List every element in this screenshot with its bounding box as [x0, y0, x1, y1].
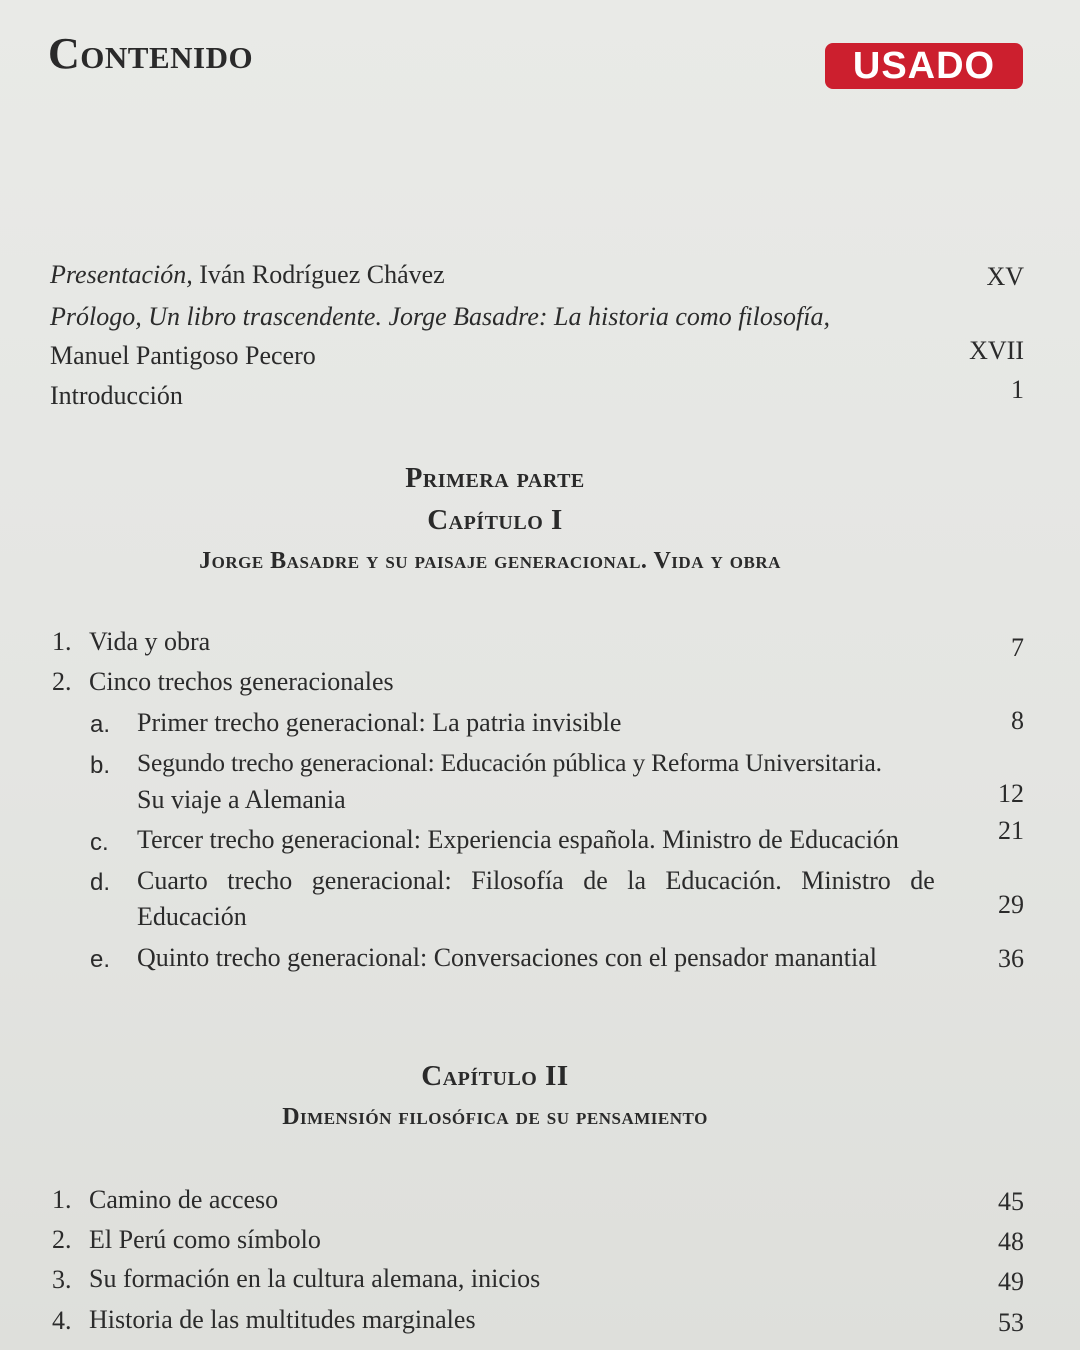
sub-item-label: Primer trecho generacional: La patria invisible — [137, 708, 622, 737]
page-title: Contenido — [48, 29, 254, 78]
page-number: 21 — [998, 816, 1024, 845]
page-number: 8 — [1011, 706, 1024, 735]
page-number: 48 — [998, 1227, 1024, 1256]
used-badge: USADO — [825, 43, 1023, 89]
sub-item-label-cont: Su viaje a Alemania — [137, 785, 346, 814]
sub-item-label: Tercer trecho generacional: Experiencia española. Ministro de Educación — [137, 825, 899, 854]
entry-italic: Prólogo, Un libro trascendente. Jorge Basadre: La historia como filosofía, — [50, 302, 830, 331]
sub-item-label: Cuarto trecho generacional: Filosofía de la Educación. Ministro de — [137, 866, 935, 895]
item-number: 1. — [52, 1185, 72, 1214]
entry-text: Introducción — [50, 381, 183, 410]
page-number: 49 — [998, 1267, 1024, 1296]
item-number: 2. — [52, 667, 72, 696]
item-number: 2. — [52, 1225, 72, 1254]
toc-item-label: Vida y obra — [89, 627, 211, 656]
toc-entry-presentacion — [50, 260, 445, 290]
toc-entry-prologo — [50, 302, 830, 332]
part-heading: Primera parte — [405, 463, 585, 494]
entry-text: Manuel Pantigoso Pecero — [50, 341, 316, 370]
sub-item-label-cont: Educación — [137, 902, 247, 931]
chapter-title: Dimensión filosófica de su pensamiento — [282, 1104, 708, 1130]
sub-item-letter: d. — [90, 869, 111, 896]
page-number: 1 — [1011, 375, 1024, 404]
page-number: 29 — [998, 890, 1024, 919]
page-number: 36 — [998, 944, 1024, 973]
chapter-heading: Capítulo II — [421, 1060, 569, 1092]
toc-item-label: Cinco trechos generacionales — [89, 667, 394, 696]
item-number: 4. — [52, 1306, 72, 1335]
item-number: 3. — [52, 1265, 72, 1294]
page-number: 12 — [998, 779, 1024, 808]
item-number: 1. — [52, 627, 72, 656]
sub-item-letter: a. — [90, 711, 111, 738]
toc-item-label: Historia de las multitudes marginales — [89, 1305, 476, 1334]
entry-text: Iván Rodríguez Chávez — [192, 260, 445, 289]
sub-item-letter: b. — [90, 752, 111, 779]
page-number: 53 — [998, 1308, 1024, 1337]
sub-item-letter: e. — [90, 946, 111, 973]
page-number: XVII — [969, 336, 1024, 365]
page-number: XV — [986, 262, 1024, 291]
toc-item-label: Camino de acceso — [89, 1185, 279, 1214]
sub-item-label: Segundo trecho generacional: Educación pública y Reforma Universitaria. — [137, 748, 882, 777]
chapter-title: Jorge Basadre y su paisaje generacional. Vida y obra — [199, 548, 781, 574]
toc-entry-introduccion — [50, 381, 183, 411]
toc-item-label: El Perú como símbolo — [89, 1225, 321, 1254]
page-number: 45 — [998, 1187, 1024, 1216]
sub-item-letter: c. — [90, 829, 109, 856]
sub-item-label: Quinto trecho generacional: Conversaciones con el pensador manantial — [137, 943, 878, 972]
page-number: 7 — [1011, 633, 1024, 662]
toc-entry-prologo-author — [50, 341, 316, 371]
entry-italic: Presentación, — [50, 260, 193, 289]
toc-item-label: Su formación en la cultura alemana, inicios — [89, 1264, 541, 1293]
bleed-through-text — [390, 36, 397, 66]
chapter-heading: Capítulo I — [427, 504, 563, 536]
